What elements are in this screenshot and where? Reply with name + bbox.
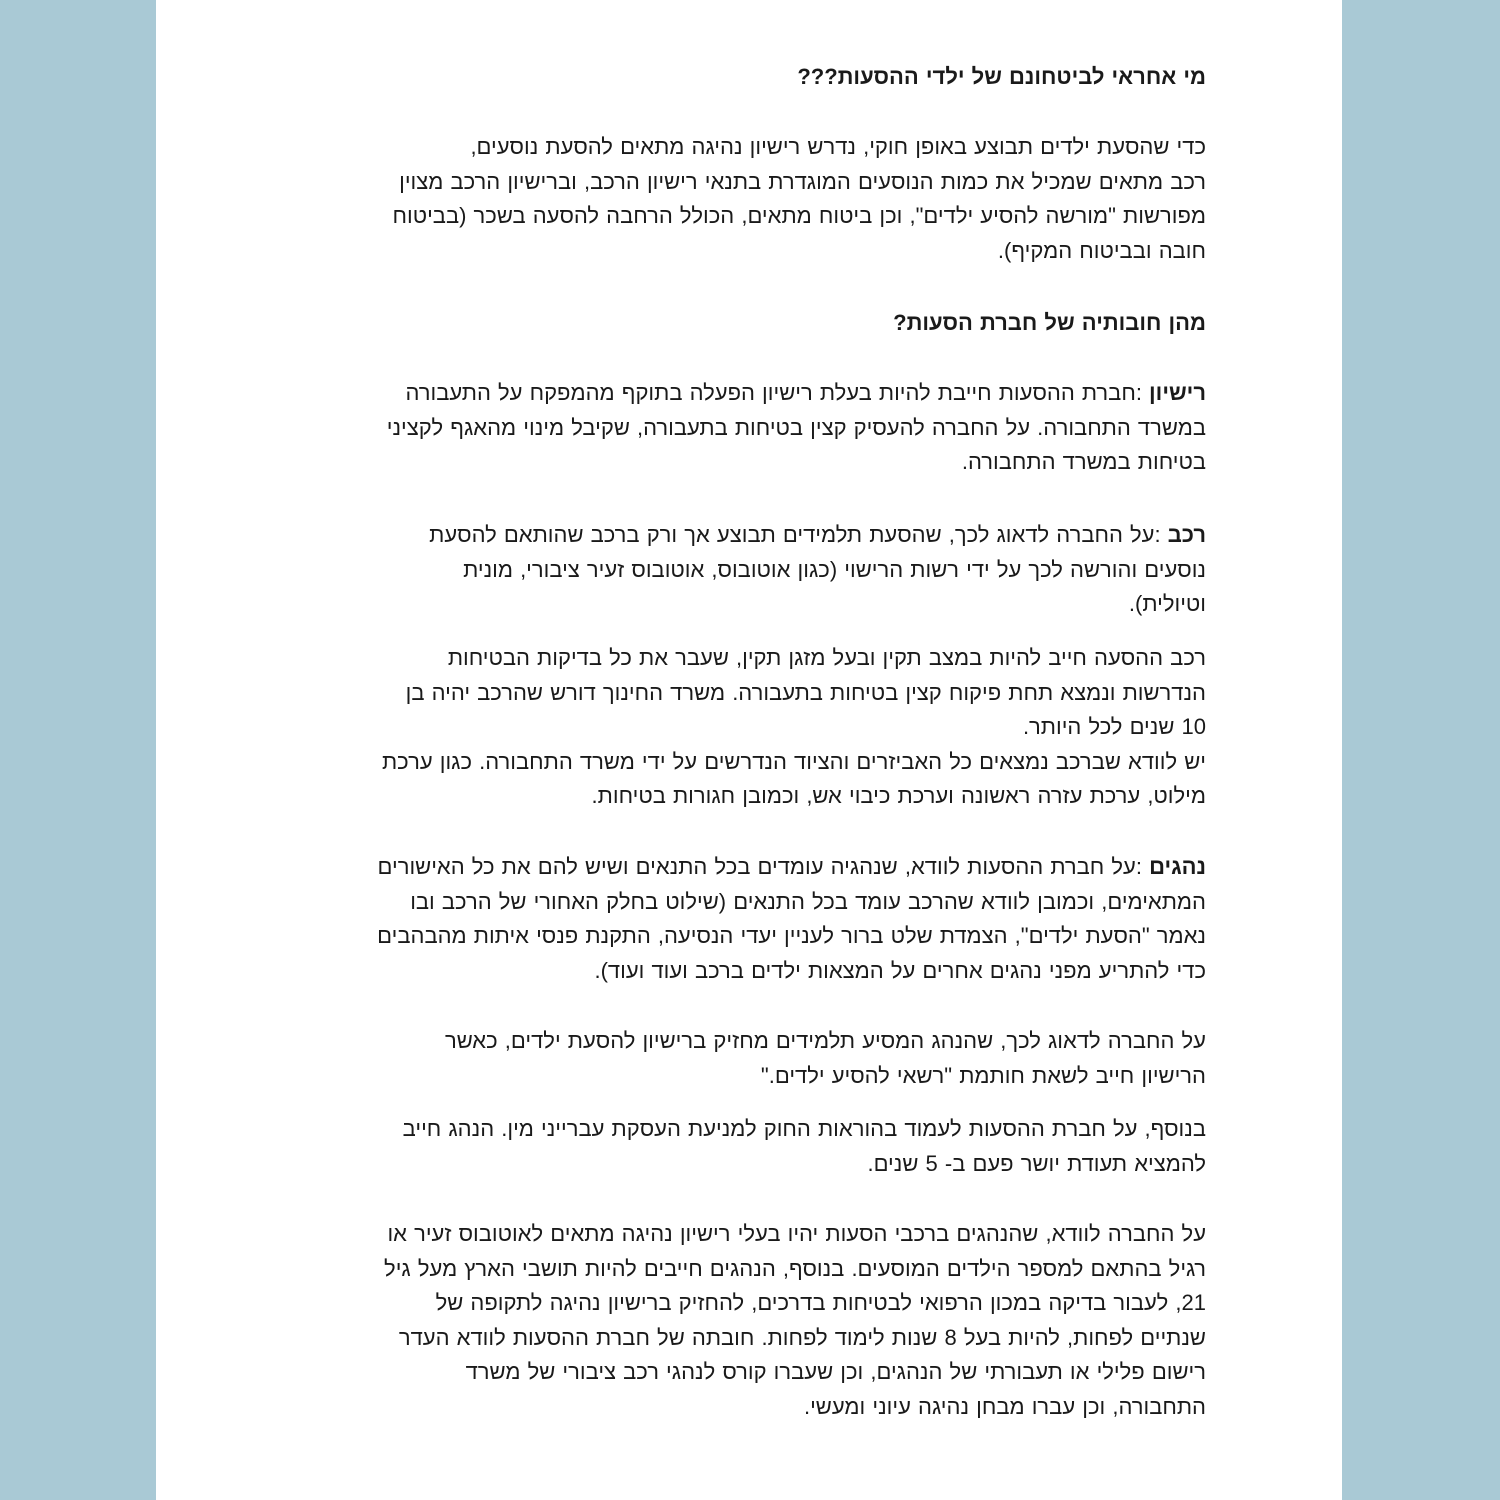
term-drivers: נהגים (1149, 854, 1206, 879)
heading-text: מי אחראי לביטחונם של ילדי ההסעות??? (797, 64, 1206, 89)
text-line: כדי להתריע מפני נהגים אחרים על המצאות ילדים ברכב ועוד ועוד). (594, 957, 1206, 983)
text-line: רכב ההסעה חייב להיות במצב תקין ובעל מזגן תקין, שעבר את כל בדיקות הבטיחות (447, 645, 1206, 670)
text-line (387, 376, 1206, 411)
text-line: התחבורה, וכן עברו מבחן נהיגה עיוני ומעשי. (803, 1393, 1206, 1419)
paragraph-driver-license (445, 1024, 1206, 1093)
paragraph-vehicle-condition (382, 641, 1206, 814)
text-line: בנוסף, על חברת ההסעות לעמוד בהוראות החוק למניעת העסקת עברייני מין. הנהג חייב (402, 1116, 1206, 1141)
text-line (429, 518, 1206, 553)
text-line: נוסעים והורשה לכך על ידי רשות הרישוי (כגון אוטובוס, אוטובוס זעיר ציבורי, מונית (463, 556, 1206, 582)
paragraph-license (387, 376, 1206, 480)
text-line: רגיל בהתאם למספר הילדים המוסעים. בנוסף, הנהגים חייבים להיות תושבי הארץ מעל גיל (384, 1255, 1206, 1281)
term-license: רישיון (1149, 380, 1206, 405)
text-line: בטיחות במשרד התחבורה. (961, 449, 1206, 474)
text-line: הרישיון חייב לשאת חותמת "רשאי להסיע ילדים." (760, 1062, 1206, 1088)
text-line: וטיולית). (1128, 591, 1206, 616)
text-line: מילוט, ערכת עזרה ראשונה וערכת כיבוי אש, וכמובן חגורות בטיחות. (591, 783, 1206, 808)
text-line: חובה ובביטוח המקיף). (997, 237, 1206, 263)
heading-responsibility (797, 60, 1206, 95)
text-line: על החברה לדאוג לכך, שהנהג המסיע תלמידים מחזיק ברישיון להסעת ילדים, כאשר (444, 1028, 1206, 1053)
paragraph-sex-offenders (403, 1112, 1206, 1181)
text-span: :על חברת ההסעות לוודא, שנהגיה עומדים בכל התנאים ושיש להם את כל האישורים (377, 854, 1150, 879)
paragraph-vehicle (429, 518, 1206, 622)
paragraph-drivers (377, 850, 1206, 988)
text-line: שנתיים לפחות, להיות בעל 8 שנות לימוד לפחות. חובתה של חברת ההסעות לוודא העדר (398, 1324, 1206, 1350)
text-line: על החברה לוודא, שהנהגים ברכבי הסעות יהיו בעלי רישיון נהיגה מתאים לאוטובוס זעיר או (387, 1221, 1206, 1246)
text-span: :חברת ההסעות חייבת להיות בעלת רישיון הפעלה בתוקף מהמפקח על התעבורה (405, 380, 1150, 405)
text-span: :על החברה לדאוג לכך, שהסעת תלמידים תבוצע אך ורק ברכב שהותאם להסעת (429, 522, 1168, 547)
paragraph-intro (393, 130, 1206, 268)
text-line: מפורשות "מורשה להסיע ילדים", וכן ביטוח מתאים, הכולל הרחבה להסעה בשכר (בביטוח (392, 203, 1206, 228)
text-line (377, 850, 1206, 885)
text-line: במשרד התחבורה. על החברה להעסיק קצין בטיחות בתעבורה, שקיבל מינוי מהאגף לקציני (386, 414, 1206, 440)
text-line: נאמר "הסעת ילדים", הצמדת שלט ברור לעניין יעדי הנסיעה, התקנת פנסי איתות מהבהבים (377, 923, 1206, 948)
paragraph-driver-requirements (384, 1217, 1206, 1424)
text-line: יש לוודא שברכב נמצאים כל האביזרים והציוד הנדרשים על ידי משרד התחבורה. כגון ערכת (381, 748, 1206, 774)
text-line: רישום פלילי או תעבורתי של הנהגים, וכן שעברו קורס לנהגי רכב ציבורי של משרד (465, 1359, 1206, 1384)
text-line: 10 שנים לכל היותר. (1022, 714, 1206, 739)
term-vehicle: רכב (1167, 522, 1206, 547)
heading-text: מהן חובותיה של חברת הסעות? (893, 310, 1206, 335)
document-page (156, 0, 1342, 1500)
text-line: רכב מתאים שמכיל את כמות הנוסעים המוגדרת בתנאי רישיון הרכב, וברישיון הרכב מצוין (399, 168, 1206, 194)
text-line: המתאימים, וכמובן לוודא שהרכב עומד בכל התנאים (שילוט בחלק האחורי של הרכב ובו (410, 888, 1206, 914)
heading-duties (893, 306, 1206, 341)
text-line: כדי שהסעת ילדים תבוצע באופן חוקי, נדרש רישיון נהיגה מתאים להסעת נוסעים, (470, 134, 1206, 159)
text-line: 21, לעבור בדיקה במכון הרפואי לבטיחות בדרכים, להחזיק ברישיון נהיגה לתקופה של (435, 1290, 1206, 1315)
text-line: הנדרשות ונמצא תחת פיקוח קצין בטיחות בתעבורה. משרד החינוך דורש שהרכב יהיה בן (405, 679, 1206, 705)
text-line: להמציא תעודת יושר פעם ב- 5 שנים. (867, 1150, 1206, 1176)
